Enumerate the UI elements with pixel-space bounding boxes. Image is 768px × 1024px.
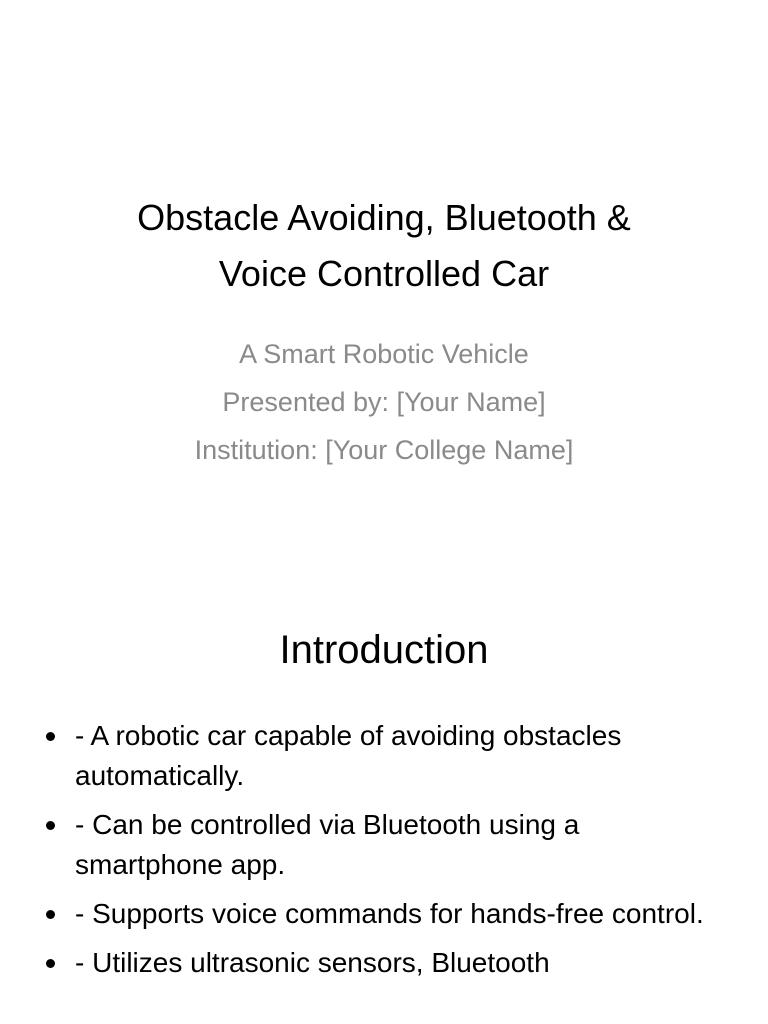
bullet-dot-icon [46, 732, 55, 741]
introduction-bullet-list [40, 716, 720, 992]
subtitle-line-presenter: Presented by: [Your Name] [222, 387, 546, 417]
introduction-title: Introduction [279, 628, 489, 672]
subtitle-line-tagline: A Smart Robotic Vehicle [239, 339, 529, 369]
bullet-text: - Utilizes ultrasonic sensors, Bluetooth [75, 947, 550, 978]
slide-title-line-1: Obstacle Avoiding, Bluetooth & [137, 197, 631, 238]
bullet-item [40, 716, 720, 796]
slide-title [60, 190, 708, 302]
subtitle-line-institution: Institution: [Your College Name] [194, 435, 574, 465]
slide-title-line-2: Voice Controlled Car [218, 253, 550, 294]
introduction-slide [0, 576, 768, 1024]
bullet-item [40, 943, 720, 983]
bullet-item [40, 894, 720, 934]
bullet-text: - Supports voice commands for hands-free control. [75, 898, 704, 929]
bullet-text: - A robotic car capable of avoiding obstacles automatically. [75, 720, 622, 791]
bullet-dot-icon [46, 959, 55, 968]
bullet-dot-icon [46, 910, 55, 919]
bullet-dot-icon [46, 821, 55, 830]
bullet-text: - Can be controlled via Bluetooth using a smartphone app. [75, 809, 580, 880]
slide-subtitle [60, 330, 708, 474]
bullet-item [40, 805, 720, 885]
